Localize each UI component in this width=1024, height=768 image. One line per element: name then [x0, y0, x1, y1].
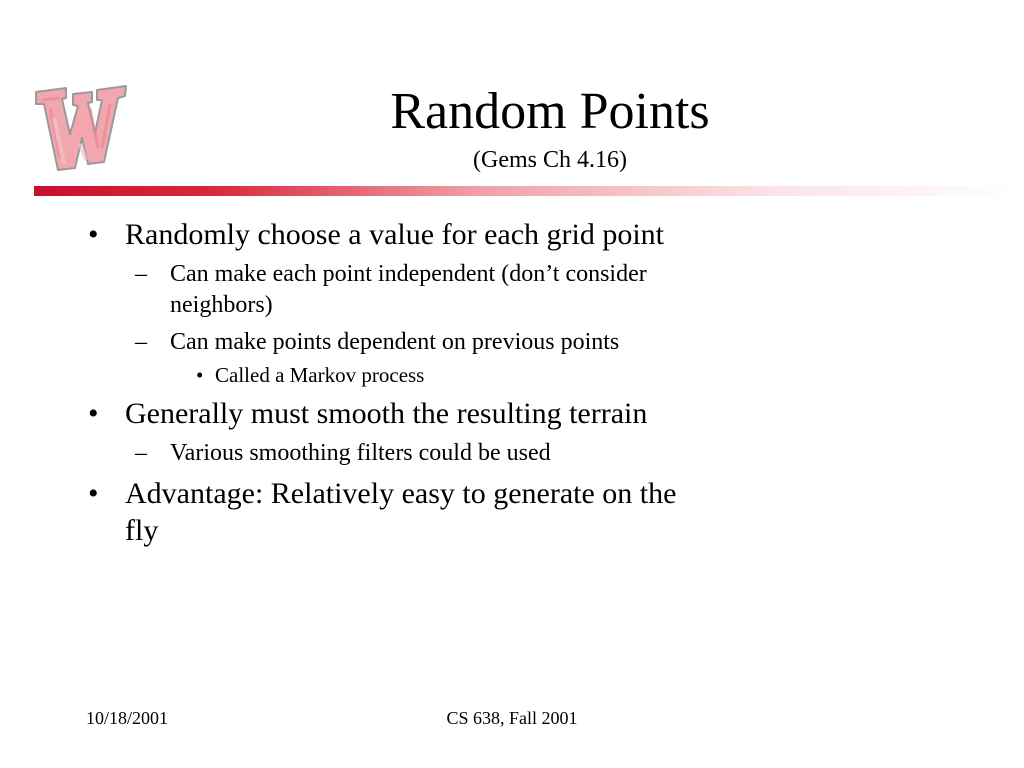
dash-marker: –: [135, 440, 147, 466]
sub-bullet-text: Various smoothing filters could be used: [170, 440, 551, 466]
bullet-list: [88, 210, 688, 549]
bullet-item: [88, 475, 688, 549]
bullet-marker: •: [88, 218, 99, 251]
title-divider: [34, 186, 1024, 196]
sub-bullet-item: [125, 259, 688, 321]
bullet-text: Generally must smooth the resulting terrain: [125, 397, 648, 430]
bullet-text: Randomly choose a value for each grid point: [125, 218, 665, 251]
sub-sub-bullet-item: [178, 362, 688, 389]
bullet-marker: •: [88, 477, 99, 510]
slide-subtitle: (Gems Ch 4.16): [473, 147, 627, 173]
sub-bullet-item: [125, 438, 688, 469]
slide-title: Random Points: [390, 83, 710, 140]
wisconsin-w-logo-icon: [30, 78, 130, 178]
sub-bullet-item: [125, 327, 688, 358]
footer-date: 10/18/2001: [86, 708, 169, 728]
sub-bullet-text: Can make each point independent (don’t consider neighbors): [170, 261, 647, 318]
sub-sub-bullet-text: Called a Markov process: [215, 363, 425, 387]
dash-marker: –: [135, 261, 147, 287]
bullet-item: [88, 216, 688, 253]
bullet-text: Advantage: Relatively easy to generate on the fly: [125, 477, 677, 547]
sub-bullet-text: Can make points dependent on previous points: [170, 329, 620, 355]
footer-course: CS 638, Fall 2001: [446, 708, 578, 728]
bullet-marker: •: [88, 397, 99, 430]
bullet-marker: •: [196, 363, 204, 387]
bullet-item: [88, 395, 688, 432]
dash-marker: –: [135, 329, 147, 355]
